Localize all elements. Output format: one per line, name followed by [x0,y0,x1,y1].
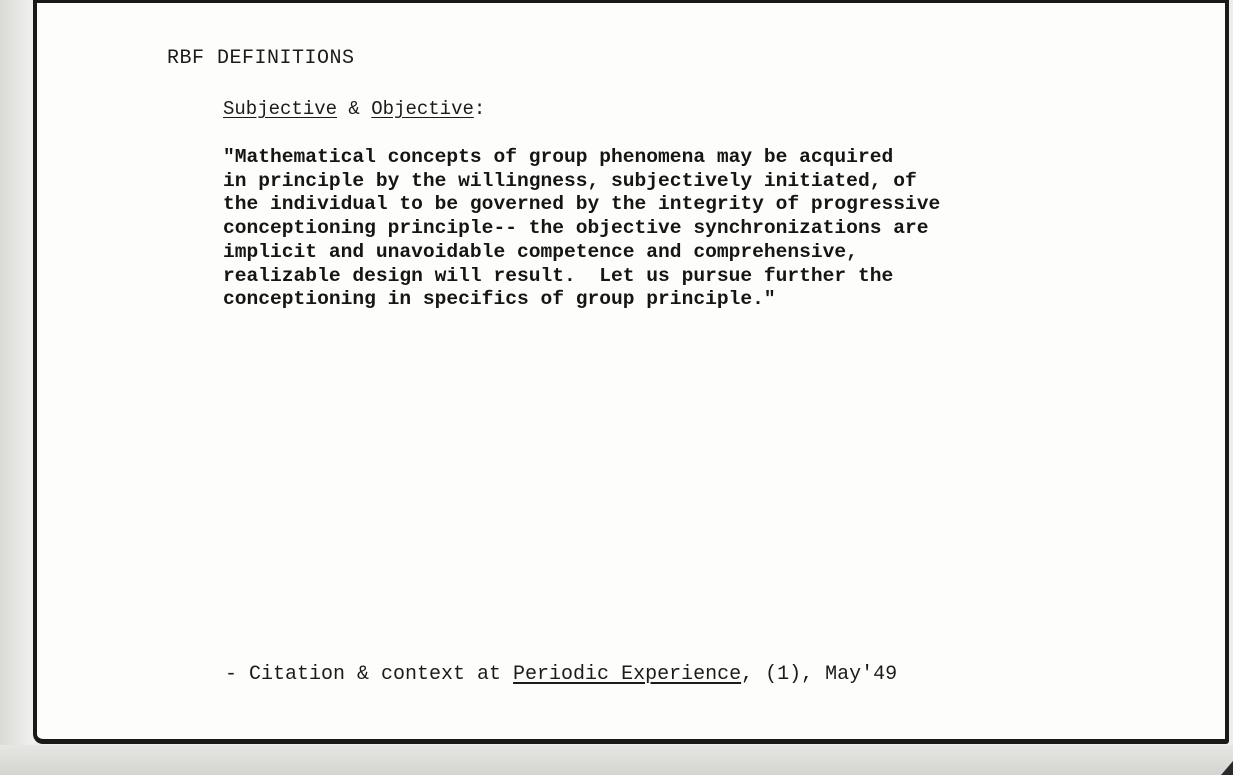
index-card [33,0,1229,744]
definition-subtitle [223,98,485,120]
subtitle-term-objective: Objective [371,98,474,120]
scan-edge-left [0,0,34,775]
citation-prefix: - Citation & context at [225,663,514,686]
citation-line [225,663,897,686]
quote-line: implicit and unavoidable competence and comprehensive, [223,240,858,263]
quote-line: conceptioning principle-- the objective synchronizations are [223,217,929,240]
quote-line: in principle by the willingness, subjectively initiated, of [223,169,917,192]
subtitle-joiner: & [337,98,372,120]
corner-mark [1221,761,1233,775]
quote-line: the individual to be governed by the integrity of progressive [223,193,941,216]
citation-suffix: , (1), May'49 [741,663,898,686]
scan-edge-bottom [0,745,1233,775]
definition-quote [223,146,1123,312]
quote-line: "Mathematical concepts of group phenomena may be acquired [223,146,894,168]
quote-line: realizable design will result. Let us pursue further the [223,264,894,287]
card-header: RBF DEFINITIONS [167,47,355,70]
quote-line: conceptioning in specifics of group principle." [223,288,776,311]
citation-link-periodic-experience[interactable]: Periodic Experience [513,663,742,686]
subtitle-colon: : [473,98,486,120]
subtitle-term-subjective: Subjective [223,98,338,120]
